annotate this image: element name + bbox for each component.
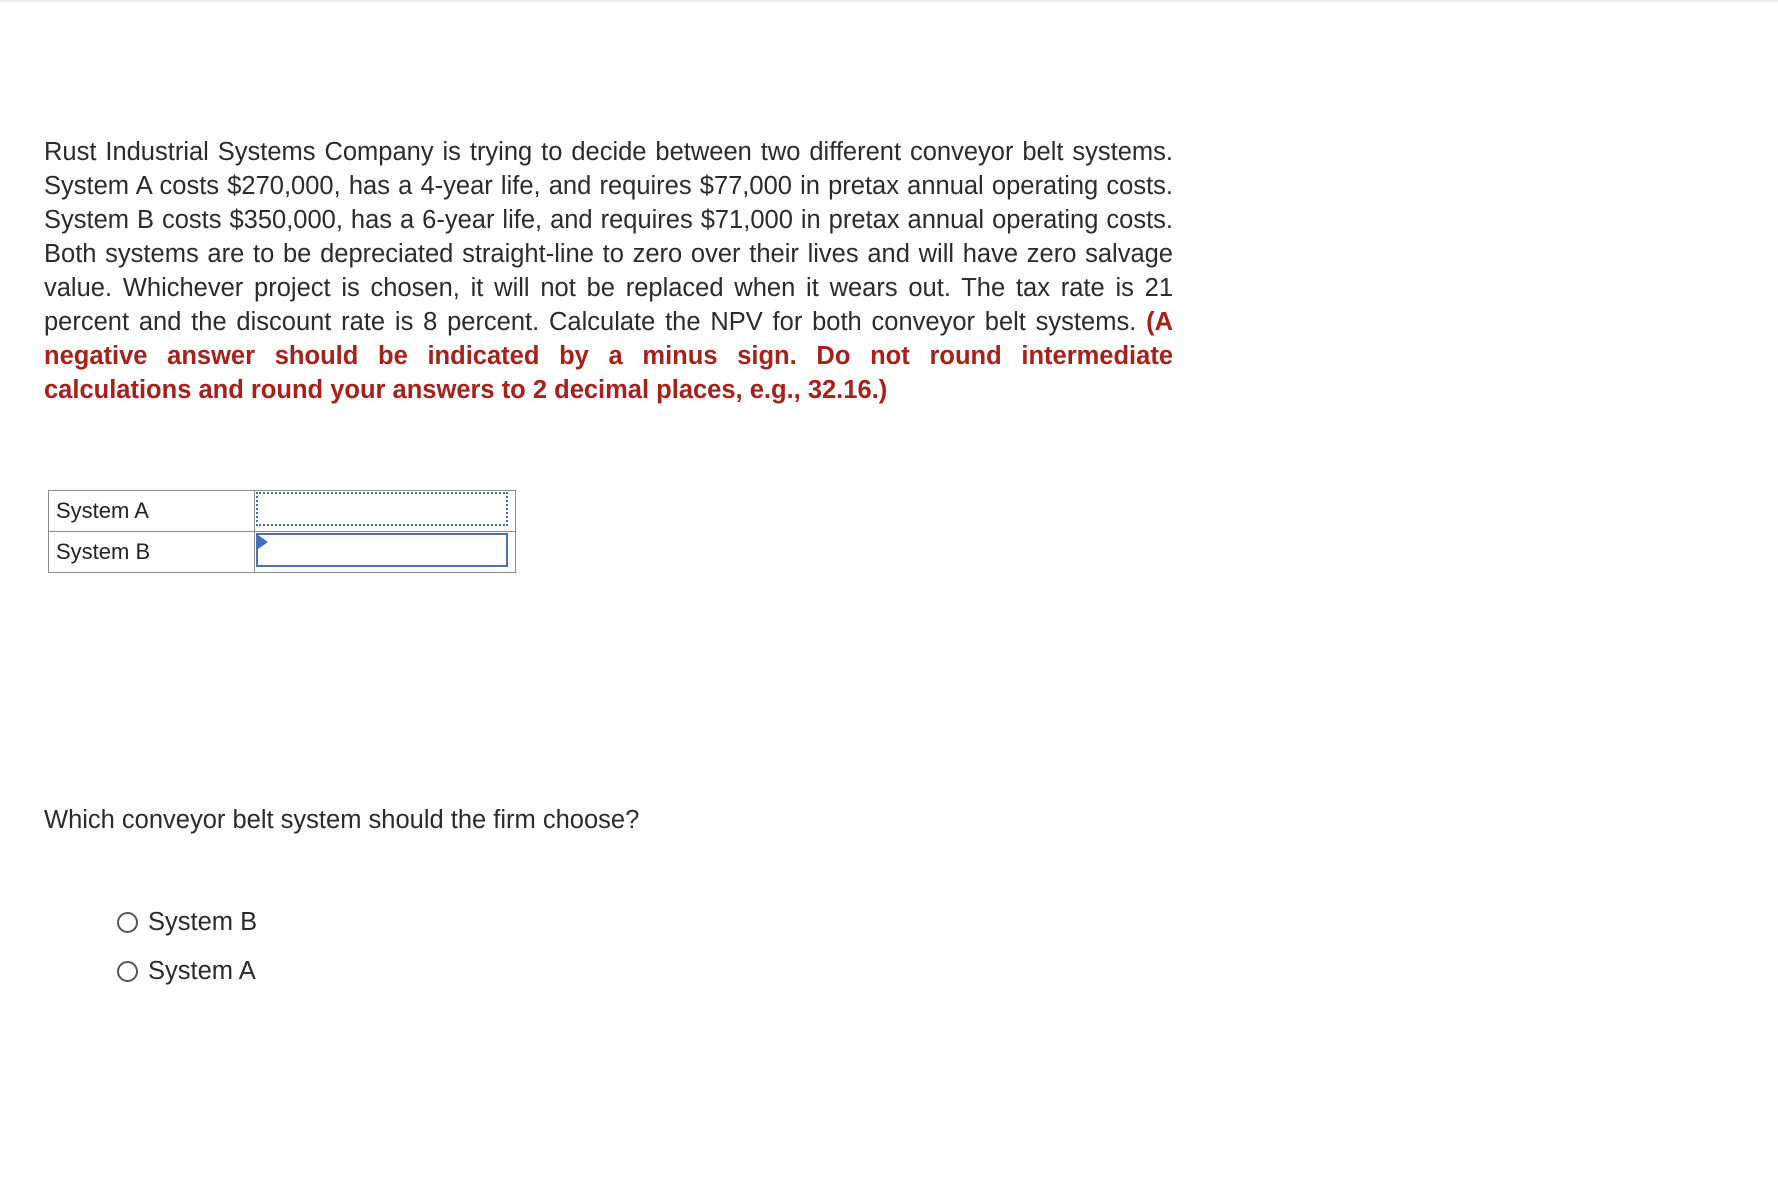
option-system-b[interactable] [117,898,257,947]
row-label-system-a: System A [49,491,255,532]
choice-options [117,898,257,996]
npv-cell-system-b [255,532,516,573]
radio-button-system-a[interactable] [117,961,138,982]
option-label-system-a[interactable]: System A [148,957,256,985]
npv-input-system-a[interactable] [256,492,508,526]
table-row [49,532,516,573]
top-divider [0,0,1778,2]
option-label-system-b[interactable]: System B [148,908,258,936]
cell-flag-icon [258,535,268,549]
row-label-system-b: System B [49,532,255,573]
radio-button-system-b[interactable] [117,912,138,933]
answer-instruction: (A negative answer should be indicated by a minus sign. Do not round intermediate calculations and round your answers to 2 decimal places, e.g., 32.16.) [44,308,1173,404]
npv-input-system-b[interactable] [256,533,508,567]
choice-prompt: Which conveyor belt system should the firm choose? [44,806,640,834]
question-text [44,135,1173,407]
table-row [49,491,516,532]
npv-cell-system-a [255,491,516,532]
question-body: Rust Industrial Systems Company is trying to decide between two different conveyor belt systems. System A costs $270,000, has a 4-year life, and requires $77,000 in pretax annual operating costs. System B costs $350,000, has a 6-year life, and requires $71,000 in pretax annual operating costs. Both systems are to be depreciated straight-line to zero over their lives and will have zero salvage value. Whichever project is chosen, it will not be replaced when it wears out. The tax rate is 21 percent and the discount rate is 8 percent. Calculate the NPV for both conveyor belt systems. [44,138,1173,336]
option-system-a[interactable] [117,947,257,996]
npv-answer-table [48,490,516,573]
